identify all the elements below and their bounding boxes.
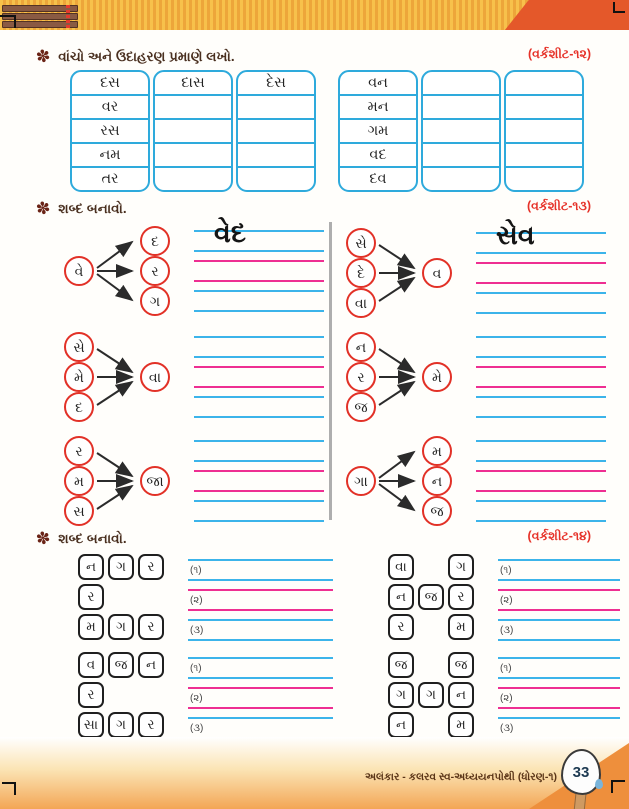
table-cell xyxy=(238,144,314,168)
tile-answer-lines-4 xyxy=(498,652,620,742)
answer-slot xyxy=(498,682,620,712)
slot-number: (૩) xyxy=(500,625,514,636)
letter-tile: ન xyxy=(388,712,414,738)
slot-number: (૨) xyxy=(500,693,513,704)
spoke-letter: મ xyxy=(422,436,452,466)
answer-line xyxy=(194,500,324,502)
letter-tile: ગ xyxy=(418,682,444,708)
answer-line xyxy=(476,500,606,502)
table-cell xyxy=(238,168,314,190)
word-build-group-5 xyxy=(342,330,612,426)
letter-tile: ગ xyxy=(108,554,134,580)
answer-line xyxy=(188,579,333,581)
word-build-group-6 xyxy=(342,434,612,530)
page-number-badge xyxy=(559,749,603,809)
answer-slot xyxy=(498,652,620,682)
tile-answer-lines-1 xyxy=(188,554,333,644)
spoke-letter: દ xyxy=(140,226,170,256)
slot-number: (૧) xyxy=(190,565,202,576)
section1-title: વાંચો અને ઉદાહરણ પ્રમાણે લખો. xyxy=(58,48,235,64)
letter-tile: ગ xyxy=(108,712,134,738)
table-cell xyxy=(155,168,231,190)
flower-bullet-icon: ✽ xyxy=(34,527,52,550)
table-column xyxy=(153,70,233,192)
answer-line xyxy=(194,470,324,472)
answer-line xyxy=(476,460,606,462)
spoke-letter: ર xyxy=(346,362,376,392)
answer-line xyxy=(498,609,620,611)
answer-line xyxy=(476,366,606,368)
table-cell xyxy=(423,144,499,168)
section3-title: શબ્દ બનાવો. xyxy=(58,530,127,546)
letter-tile: ગ xyxy=(108,614,134,640)
slot-number: (૧) xyxy=(190,663,202,674)
page-number-text: 33 xyxy=(572,763,590,781)
answer-line xyxy=(194,336,324,338)
spoke-letter: ન xyxy=(422,466,452,496)
answer-slot xyxy=(498,554,620,584)
answer-line xyxy=(194,520,324,522)
answer-lines xyxy=(194,330,324,424)
spoke-letter: સે xyxy=(346,228,376,258)
letter-tile: સા xyxy=(78,712,104,738)
answer-line xyxy=(476,396,606,398)
tile-answer-lines-3 xyxy=(498,554,620,644)
tile-group-1 xyxy=(78,554,164,644)
table-cell xyxy=(506,144,582,168)
spoke-letter: ર xyxy=(64,436,94,466)
answer-line xyxy=(194,310,324,312)
hub-letter: ગા xyxy=(346,466,376,496)
word-build-group-4 xyxy=(342,220,612,322)
answer-line xyxy=(194,366,324,368)
answer-line xyxy=(188,717,333,719)
table-cell: તર xyxy=(101,171,119,187)
spoke-letter: દ xyxy=(64,392,94,422)
letter-tile: ર xyxy=(78,682,104,708)
flower-bullet-icon: ✽ xyxy=(34,197,52,220)
worksheet13-badge: (વર્કશીટ-૧૩) xyxy=(526,199,591,213)
answer-line xyxy=(498,579,620,581)
letter-tile: ર xyxy=(138,554,164,580)
word-build-group-2 xyxy=(60,330,330,426)
spoke-letter: સે xyxy=(64,332,94,362)
letter-tile: જ xyxy=(418,584,444,610)
answer-lines xyxy=(194,218,324,318)
answer-line xyxy=(194,260,324,262)
letter-cluster xyxy=(342,226,462,320)
table-cell xyxy=(155,96,231,120)
answer-line xyxy=(498,707,620,709)
example-table-right xyxy=(338,70,584,192)
worksheet12-badge: (વર્કશીટ-૧૨) xyxy=(527,47,591,61)
answer-line xyxy=(188,609,333,611)
answer-line xyxy=(476,252,606,254)
table-cell xyxy=(423,120,499,144)
answer-line xyxy=(194,290,324,292)
table-cell xyxy=(506,168,582,190)
word-build-group-1 xyxy=(60,218,330,320)
answer-line xyxy=(498,619,620,621)
answer-slot xyxy=(498,584,620,614)
table-column xyxy=(421,70,501,192)
answer-line xyxy=(194,416,324,418)
letter-tile: જ xyxy=(388,652,414,678)
letter-tile: ન xyxy=(388,584,414,610)
hub-letter: વા xyxy=(140,362,170,392)
answer-line xyxy=(476,490,606,492)
letter-cluster xyxy=(342,330,462,424)
letter-tile: ગ xyxy=(388,682,414,708)
letter-cluster xyxy=(342,434,462,528)
spoke-letter: જ xyxy=(422,496,452,526)
table-cell: વર xyxy=(72,96,148,120)
table-cell xyxy=(506,72,582,96)
corner-mark xyxy=(2,782,16,795)
answer-slot xyxy=(188,584,333,614)
slot-number: (૨) xyxy=(500,595,513,606)
letter-tile: વ xyxy=(78,652,104,678)
spoke-letter: ગ xyxy=(140,286,170,316)
answer-slot xyxy=(188,682,333,712)
letter-tile: ગ xyxy=(448,554,474,580)
spoke-letter: જ xyxy=(346,392,376,422)
spoke-letter: મે xyxy=(64,362,94,392)
table-cell: દસ xyxy=(72,72,148,96)
answer-lines xyxy=(476,330,606,424)
example-table-left xyxy=(70,70,316,192)
letter-cluster xyxy=(60,330,180,424)
section3-header xyxy=(34,527,127,550)
answer-line xyxy=(476,262,606,264)
answer-line xyxy=(476,520,606,522)
answer-line xyxy=(476,416,606,418)
section1-header xyxy=(34,45,235,68)
table-cell xyxy=(506,120,582,144)
answer-line xyxy=(476,282,606,284)
answer-line xyxy=(476,336,606,338)
answer-line xyxy=(476,386,606,388)
letter-tile: ન xyxy=(78,554,104,580)
spoke-letter: મ xyxy=(64,466,94,496)
answer-line xyxy=(498,589,620,591)
example-answer: વેદ xyxy=(214,218,246,248)
table-column xyxy=(338,70,418,192)
table-cell: ગમ xyxy=(340,120,416,144)
hub-letter: મે xyxy=(422,362,452,392)
table-cell: રસ xyxy=(72,120,148,144)
answer-line xyxy=(476,312,606,314)
flower-bullet-icon: ✽ xyxy=(34,45,52,68)
hub-letter: વે xyxy=(64,256,94,286)
answer-line xyxy=(188,559,333,561)
answer-line xyxy=(498,559,620,561)
answer-line xyxy=(194,440,324,442)
spoke-letter: વા xyxy=(346,288,376,318)
table-cell xyxy=(423,96,499,120)
answer-slot xyxy=(498,614,620,644)
answer-line xyxy=(476,470,606,472)
answer-line xyxy=(188,677,333,679)
answer-slot xyxy=(188,614,333,644)
answer-line xyxy=(188,707,333,709)
answer-line xyxy=(476,292,606,294)
slot-number: (૧) xyxy=(500,565,512,576)
answer-line xyxy=(194,356,324,358)
worksheet14-badge: (વર્કશીટ-૧૪) xyxy=(527,529,591,543)
answer-line xyxy=(194,280,324,282)
spoke-letter: ન xyxy=(346,332,376,362)
letter-tile: ર xyxy=(388,614,414,640)
table-column xyxy=(70,70,150,192)
table-cell xyxy=(423,72,499,96)
hub-letter: વ xyxy=(422,258,452,288)
answer-line xyxy=(498,687,620,689)
answer-slot xyxy=(188,554,333,584)
spoke-letter: ર xyxy=(140,256,170,286)
answer-slot xyxy=(188,652,333,682)
slot-number: (૩) xyxy=(190,723,204,734)
corner-mark xyxy=(611,780,625,793)
tile-answer-lines-2 xyxy=(188,652,333,742)
hub-letter: જા xyxy=(140,466,170,496)
table-cell: મન xyxy=(340,96,416,120)
table-cell xyxy=(155,144,231,168)
answer-lines xyxy=(476,434,606,528)
table-cell xyxy=(155,120,231,144)
example-answer: સેવ xyxy=(496,220,535,250)
letter-cluster xyxy=(60,434,180,528)
water-drop-icon xyxy=(595,779,603,789)
table-column xyxy=(236,70,316,192)
spoke-letter: સ xyxy=(64,496,94,526)
letter-tile: જ xyxy=(448,652,474,678)
answer-line xyxy=(194,490,324,492)
spoke-letter: દે xyxy=(346,258,376,288)
answer-line xyxy=(498,657,620,659)
table-cell xyxy=(238,120,314,144)
tile-group-4 xyxy=(388,652,474,742)
answer-line xyxy=(194,460,324,462)
slot-number: (૨) xyxy=(190,693,203,704)
answer-line xyxy=(188,657,333,659)
answer-line xyxy=(188,619,333,621)
answer-line xyxy=(194,386,324,388)
red-dashes xyxy=(66,5,70,28)
answer-line xyxy=(476,356,606,358)
table-cell xyxy=(238,96,314,120)
section2-title: શબ્દ બનાવો. xyxy=(58,200,127,216)
letter-tile: મ xyxy=(448,712,474,738)
letter-tile: ર xyxy=(448,584,474,610)
letter-tile: ન xyxy=(448,682,474,708)
slot-number: (૧) xyxy=(500,663,512,674)
answer-line xyxy=(476,440,606,442)
section2-header xyxy=(34,197,127,220)
corner-mark xyxy=(0,15,16,28)
answer-line xyxy=(194,396,324,398)
letter-tile: ર xyxy=(138,712,164,738)
answer-line xyxy=(498,677,620,679)
table-column xyxy=(504,70,584,192)
footer-book-title: અલંકાર - કલરવ સ્વ-અધ્યયનપોથી (ધોરણ-૧) xyxy=(364,771,557,783)
table-cell: દવ xyxy=(369,171,387,187)
corner-mark xyxy=(613,2,625,13)
table-cell xyxy=(423,168,499,190)
letter-tile: જ xyxy=(108,652,134,678)
tile-group-3 xyxy=(388,554,474,644)
answer-line xyxy=(498,717,620,719)
answer-line xyxy=(188,639,333,641)
letter-tile: ર xyxy=(138,614,164,640)
table-cell: નમ xyxy=(72,144,148,168)
answer-line xyxy=(188,589,333,591)
letter-tile: મ xyxy=(448,614,474,640)
answer-line xyxy=(188,687,333,689)
table-cell: વદ xyxy=(340,144,416,168)
slot-number: (૨) xyxy=(190,595,203,606)
page-number xyxy=(561,749,601,795)
answer-lines xyxy=(194,434,324,528)
answer-lines xyxy=(476,220,606,320)
table-cell: દેસ xyxy=(238,72,314,96)
table-cell xyxy=(506,96,582,120)
word-build-group-3 xyxy=(60,434,330,530)
letter-cluster xyxy=(60,224,180,318)
slot-number: (૩) xyxy=(190,625,204,636)
letter-tile: વા xyxy=(388,554,414,580)
table-cell: વન xyxy=(340,72,416,96)
answer-line xyxy=(498,639,620,641)
table-cell: દાસ xyxy=(155,72,231,96)
letter-tile: ન xyxy=(138,652,164,678)
answer-line xyxy=(194,250,324,252)
slot-number: (૩) xyxy=(500,723,514,734)
letter-tile: મ xyxy=(78,614,104,640)
letter-tile: ર xyxy=(78,584,104,610)
